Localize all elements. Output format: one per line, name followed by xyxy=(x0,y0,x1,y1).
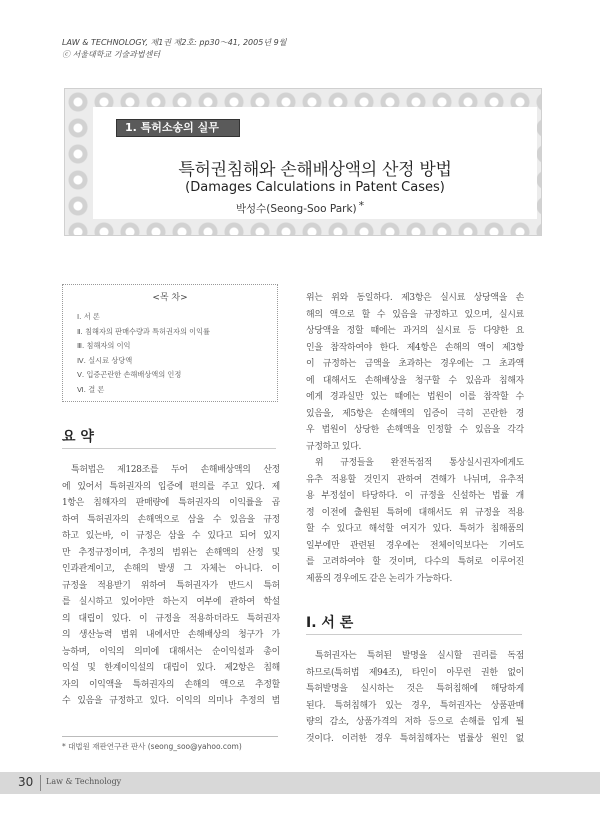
text-line: 특허발명을 실시하는 것은 특허침해에 해당하게 xyxy=(306,684,524,694)
text-line: 만 추정규정이며, 추정의 범위는 손해액의 산정 및 xyxy=(62,547,280,558)
footnote-divider xyxy=(62,736,278,737)
journal-copyright: ⓒ 서울대학교 기술과법센터 xyxy=(62,50,161,59)
text-line: 제품의 경우에도 같은 논리가 가능하다. xyxy=(306,573,453,584)
text-line: 상당액을 정할 때에는 과거의 실시료 등 다양한 요 xyxy=(306,326,524,336)
toc-item: Ⅴ. 입증곤란한 손해배상액의 인정 xyxy=(77,370,182,379)
article-title: 특허권침해와 손해배상액의 산정 방법 xyxy=(178,160,452,180)
text-line: 량의 감소, 상품가격의 저하 등으로 손해를 입게 될 xyxy=(306,717,524,727)
text-line: 규정하고 있다. xyxy=(306,441,362,452)
abstract-continued xyxy=(306,290,524,587)
text-line: 우 법원이 상당한 손해액을 인정할 수 있음을 각각 xyxy=(306,425,524,435)
text-line: 에 대해서도 손해배상을 청구할 수 있음과 침해자 xyxy=(306,375,524,386)
text-line: 수 있음을 규정하고 있다. 이익의 의미나 추정의 범 xyxy=(62,696,280,706)
toc-title: <목 차> xyxy=(152,293,188,303)
text-line: 특허권자는 특허된 발명을 실시할 권리를 독점 xyxy=(315,651,524,661)
page-footer xyxy=(0,772,600,794)
text-line: 유추 적용할 것인지 관하여 견해가 나뉘며, 유추적 xyxy=(306,474,524,485)
text-line: 규정을 적용받기 위하여 특허권자가 반드시 특허 xyxy=(62,580,280,591)
text-line: 익설 및 한계이익설의 대립이 있다. 제2항은 침해 xyxy=(62,663,280,673)
text-line: 용 부정설이 타당하다. 이 규정을 신설하는 법률 개 xyxy=(306,491,524,501)
text-line: 인과관계이고, 손해의 발생 그 자체는 아니다. 이 xyxy=(62,564,280,574)
text-line: 하고 있는바, 이 규정은 삼을 수 있다고 되어 있지 xyxy=(62,531,280,541)
text-line: 인을 참작하여야 한다. 제4항은 손해의 액이 제3항 xyxy=(306,342,524,353)
text-line: 할 수 있다고 해석할 여지가 있다. 특허가 침해품의 xyxy=(306,524,524,534)
text-line: 에 있어서 특허권자의 입증에 편의를 주고 있다. 제 xyxy=(62,481,280,492)
author-footnote-mark: * xyxy=(358,199,365,212)
author-footnote: * 대법원 재판연구관 판사 (seong_soo@yahoo.com) xyxy=(62,742,242,751)
text-line: 의 생산능력 범위 내에서만 손해배상의 청구가 가 xyxy=(62,630,280,640)
text-line: 1항은 침해자의 판매량에 특허권자의 이익률을 곱 xyxy=(62,498,280,508)
page-number: 30 xyxy=(18,775,34,789)
author-line xyxy=(0,199,600,216)
text-line: 능하며, 이익의 의미에 대해서는 순이익설과 총이 xyxy=(62,646,280,657)
journal-citation: LAW & TECHNOLOGY, 제1권 제2호: pp30～41, 2005년 9월 xyxy=(62,38,287,47)
text-line: 하여 특허권자의 손해액으로 삼을 수 있음을 규정 xyxy=(62,514,280,525)
section-heading-introduction: Ⅰ. 서 론 xyxy=(306,612,353,632)
author-name: 박성수(Seong-Soo Park) xyxy=(235,203,357,215)
article-subtitle: (Damages Calculations in Patent Cases) xyxy=(185,180,445,195)
toc-item: Ⅳ. 실시료 상당액 xyxy=(77,355,133,365)
section-tag xyxy=(116,119,240,137)
abstract-heading: 요 약 xyxy=(62,426,94,446)
toc-item: Ⅱ. 침해자의 판매수량과 특허권자의 이익률 xyxy=(77,326,210,336)
toc-item: Ⅰ. 서 론 xyxy=(77,312,100,321)
text-line: 에게 경과실만 있는 때에는 법원이 이를 참작할 수 xyxy=(306,392,524,402)
abstract-text xyxy=(62,462,280,710)
text-line: 위는 위와 동일하다. 제3항은 실시료 상당액을 손 xyxy=(306,293,524,303)
text-line: 하므로(특허법 제94조), 타인이 아무런 권한 없이 xyxy=(306,667,524,678)
text-line: 자의 이익액을 특허권자의 손해의 액으로 추정할 xyxy=(62,679,280,690)
footer-divider xyxy=(40,775,41,791)
text-line: 를 고려하여야 할 것이며, 다수의 특허로 이루어진 xyxy=(306,557,524,567)
section-tag-label: 1. 특허소송의 실무 xyxy=(125,121,219,134)
journal-header xyxy=(62,37,286,61)
text-line: 정 이전에 출원된 특허에 대해서도 위 규정을 적용 xyxy=(306,507,524,518)
text-line: 있음을, 제5항은 손해액의 입증이 극히 곤란한 경 xyxy=(306,408,524,419)
text-line: 위 규정들을 완전독점적 통상실시권자에게도 xyxy=(315,458,524,468)
text-line: 특허법은 제128조를 두어 손해배상액의 산정 xyxy=(71,465,280,475)
text-line: 된다. 특허침해가 있는 경우, 특허권자는 상품판매 xyxy=(306,700,524,711)
table-of-contents xyxy=(62,284,278,402)
text-line: 일부에만 관련된 경우에는 전체이익보다는 기여도 xyxy=(306,540,524,551)
toc-item: Ⅵ. 결 론 xyxy=(77,384,105,394)
footer-journal-name: Law & Technology xyxy=(46,777,122,786)
toc-list xyxy=(77,310,210,397)
text-line: 의 대립이 있다. 이 규정을 적용하더라도 특허권자 xyxy=(62,613,280,624)
text-line: 를 실시하고 있어야만 하는지 여부에 관하여 학설 xyxy=(62,597,280,607)
toc-item: Ⅲ. 침해자의 이익 xyxy=(77,341,131,350)
introduction-text xyxy=(306,648,524,747)
text-line: 해의 액으로 할 수 있음을 규정하고 있으며, 실시료 xyxy=(306,309,524,320)
text-line: 이 규정하는 금액을 초과하는 경우에는 그 초과액 xyxy=(306,359,524,369)
text-line: 것이다. 이러한 경우 특허침해자는 법률상 원인 없 xyxy=(306,733,524,744)
